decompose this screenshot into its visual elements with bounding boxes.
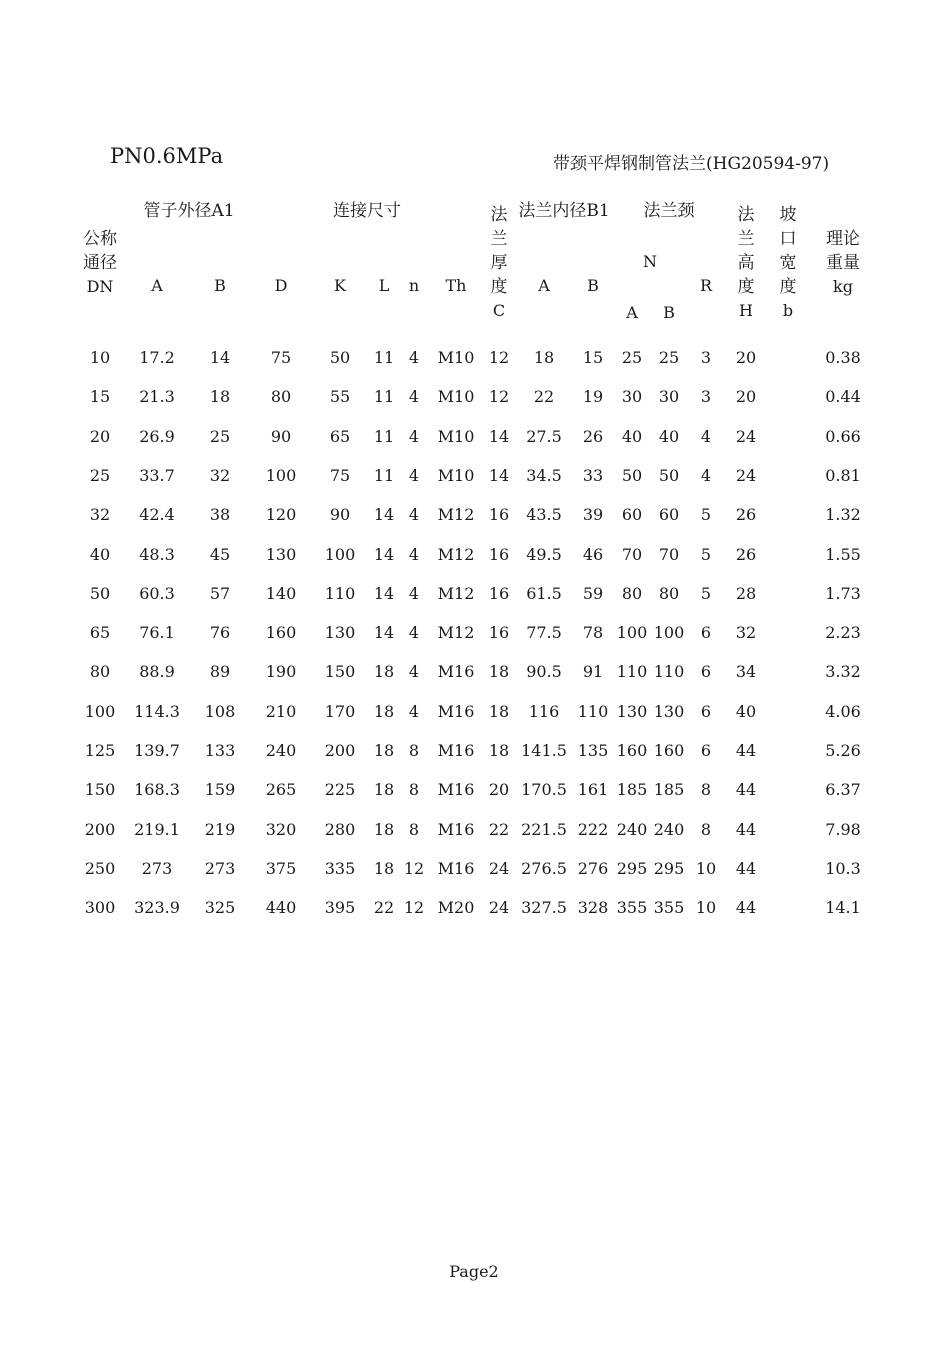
cell-pipe-b: 273 — [204, 858, 236, 878]
cell-c: 16 — [488, 544, 510, 564]
cell-d: 210 — [265, 701, 297, 721]
cell-bore-a: 170.5 — [521, 780, 567, 800]
cell-th: M10 — [437, 426, 475, 446]
cell-pipe-a: 60.3 — [139, 583, 175, 603]
neck-n-label: N — [643, 252, 657, 271]
cell-th: M16 — [437, 819, 475, 839]
cell-bore-b: 78 — [582, 623, 604, 643]
cell-k: 280 — [324, 819, 356, 839]
cell-r: 3 — [700, 348, 712, 367]
cell-th: M12 — [437, 623, 475, 643]
cell-c: 18 — [488, 741, 510, 760]
cell-c: 18 — [488, 701, 510, 721]
cell-pipe-b: 57 — [209, 583, 231, 603]
cell-neck-b: 70 — [658, 544, 680, 564]
cell-pipe-b: 76 — [209, 623, 231, 643]
cell-neck-a: 160 — [616, 741, 648, 760]
cell-pipe-b: 25 — [209, 426, 231, 446]
cell-neck-a: 40 — [621, 426, 643, 446]
cell-k: 170 — [324, 701, 356, 721]
cell-bore-b: 328 — [577, 898, 609, 918]
cell-neck-a: 110 — [616, 662, 648, 682]
cell-r: 4 — [700, 465, 712, 485]
table-title: 带颈平焊钢制管法兰(HG20594-97) — [553, 154, 830, 174]
page-number: Page2 — [449, 1262, 499, 1281]
cell-pipe-a: 17.2 — [139, 348, 175, 367]
cell-dn: 50 — [89, 583, 111, 603]
cell-weight: 0.66 — [825, 426, 861, 446]
cell-bore-b: 33 — [582, 465, 604, 485]
col-header-pipe-a: A — [151, 276, 163, 295]
cell-d: 190 — [265, 662, 297, 682]
cell-neck-b: 100 — [653, 623, 685, 643]
cell-d: 90 — [270, 426, 292, 446]
cell-neck-a: 130 — [616, 701, 648, 721]
cell-weight: 1.32 — [825, 505, 861, 525]
cell-k: 130 — [324, 623, 356, 643]
cell-bore-a: 77.5 — [526, 623, 562, 643]
cell-bore-a: 61.5 — [526, 583, 562, 603]
cell-th: M20 — [437, 898, 475, 918]
cell-bore-b: 59 — [582, 583, 604, 603]
cell-h: 20 — [735, 348, 757, 367]
cell-l: 18 — [373, 701, 395, 721]
flange-thickness-header: 法 兰 厚 度 C — [490, 205, 508, 320]
cell-bore-b: 276 — [577, 858, 609, 878]
cell-k: 90 — [329, 505, 351, 525]
cell-n: 8 — [408, 819, 420, 839]
cell-neck-a: 50 — [621, 465, 643, 485]
cell-neck-b: 240 — [653, 819, 685, 839]
cell-pipe-a: 48.3 — [139, 544, 175, 564]
cell-l: 11 — [373, 348, 395, 367]
cell-pipe-a: 33.7 — [139, 465, 175, 485]
cell-c: 22 — [488, 819, 510, 839]
cell-bore-a: 22 — [533, 387, 555, 407]
cell-th: M16 — [437, 741, 475, 760]
cell-l: 18 — [373, 662, 395, 682]
cell-n: 4 — [408, 465, 420, 485]
cell-r: 6 — [700, 741, 712, 760]
cell-dn: 300 — [84, 898, 116, 918]
cell-r: 5 — [700, 505, 712, 525]
cell-weight: 4.06 — [825, 701, 861, 721]
cell-h: 44 — [735, 858, 757, 878]
cell-n: 4 — [408, 583, 420, 603]
cell-th: M16 — [437, 780, 475, 800]
cell-n: 12 — [403, 858, 425, 878]
cell-c: 14 — [488, 465, 510, 485]
cell-l: 18 — [373, 780, 395, 800]
cell-bore-b: 91 — [582, 662, 604, 682]
cell-d: 375 — [265, 858, 297, 878]
cell-weight: 2.23 — [825, 623, 861, 643]
cell-h: 44 — [735, 780, 757, 800]
cell-l: 22 — [373, 898, 395, 918]
cell-neck-a: 100 — [616, 623, 648, 643]
cell-dn: 20 — [89, 426, 111, 446]
cell-bore-a: 221.5 — [521, 819, 567, 839]
cell-c: 16 — [488, 505, 510, 525]
cell-dn: 150 — [84, 780, 116, 800]
pipe-od-group-header: 管子外径A1 — [143, 201, 235, 221]
neck-group-header: 法兰颈 — [643, 201, 695, 221]
cell-weight: 1.55 — [825, 544, 861, 564]
cell-pipe-b: 45 — [209, 544, 231, 564]
cell-k: 100 — [324, 544, 356, 564]
col-header-th: Th — [445, 276, 467, 295]
cell-dn: 25 — [89, 465, 111, 485]
cell-d: 320 — [265, 819, 297, 839]
cell-th: M10 — [437, 348, 475, 367]
cell-k: 335 — [324, 858, 356, 878]
cell-k: 65 — [329, 426, 351, 446]
cell-r: 8 — [700, 780, 712, 800]
cell-r: 5 — [700, 544, 712, 564]
cell-l: 14 — [373, 583, 395, 603]
cell-d: 440 — [265, 898, 297, 918]
cell-pipe-a: 76.1 — [139, 623, 175, 643]
cell-k: 50 — [329, 348, 351, 367]
cell-h: 34 — [735, 662, 757, 682]
cell-bore-a: 43.5 — [526, 505, 562, 525]
cell-bore-a: 49.5 — [526, 544, 562, 564]
cell-h: 26 — [735, 505, 757, 525]
cell-weight: 6.37 — [825, 780, 861, 800]
cell-neck-b: 80 — [658, 583, 680, 603]
cell-n: 12 — [403, 898, 425, 918]
cell-th: M16 — [437, 858, 475, 878]
cell-th: M16 — [437, 662, 475, 682]
cell-neck-b: 30 — [658, 387, 680, 407]
cell-th: M10 — [437, 465, 475, 485]
cell-bore-a: 90.5 — [526, 662, 562, 682]
cell-neck-a: 240 — [616, 819, 648, 839]
cell-n: 4 — [408, 623, 420, 643]
cell-neck-a: 60 — [621, 505, 643, 525]
cell-bore-a: 116 — [528, 701, 560, 721]
cell-bore-b: 110 — [577, 701, 609, 721]
cell-d: 120 — [265, 505, 297, 525]
cell-h: 44 — [735, 898, 757, 918]
cell-c: 24 — [488, 858, 510, 878]
cell-pipe-a: 42.4 — [139, 505, 175, 525]
cell-n: 8 — [408, 741, 420, 760]
col-header-l: L — [378, 276, 390, 295]
cell-r: 10 — [695, 858, 717, 878]
cell-neck-b: 355 — [653, 898, 685, 918]
cell-weight: 0.38 — [825, 348, 861, 367]
cell-bore-b: 39 — [582, 505, 604, 525]
cell-pipe-b: 108 — [204, 701, 236, 721]
cell-pipe-b: 14 — [209, 348, 231, 367]
cell-th: M12 — [437, 544, 475, 564]
cell-h: 20 — [735, 387, 757, 407]
cell-weight: 7.98 — [825, 819, 861, 839]
cell-pipe-b: 219 — [204, 819, 236, 839]
cell-bore-a: 141.5 — [521, 741, 567, 760]
cell-l: 14 — [373, 623, 395, 643]
cell-neck-b: 295 — [653, 858, 685, 878]
cell-neck-a: 30 — [621, 387, 643, 407]
col-header-r: R — [699, 276, 713, 295]
cell-d: 130 — [265, 544, 297, 564]
cell-pipe-b: 325 — [204, 898, 236, 918]
cell-l: 18 — [373, 741, 395, 760]
cell-d: 160 — [265, 623, 297, 643]
cell-l: 14 — [373, 505, 395, 525]
nominal-header: 公称 通径 DN — [83, 229, 117, 296]
cell-pipe-b: 159 — [204, 780, 236, 800]
cell-dn: 32 — [89, 505, 111, 525]
cell-bore-b: 15 — [582, 348, 604, 367]
cell-c: 14 — [488, 426, 510, 446]
cell-k: 55 — [329, 387, 351, 407]
cell-bore-a: 34.5 — [526, 465, 562, 485]
cell-neck-b: 50 — [658, 465, 680, 485]
cell-r: 4 — [700, 426, 712, 446]
cell-neck-b: 130 — [653, 701, 685, 721]
cell-pipe-a: 323.9 — [134, 898, 180, 918]
cell-th: M10 — [437, 387, 475, 407]
cell-c: 12 — [488, 348, 510, 367]
col-header-bore-a: A — [538, 276, 550, 295]
cell-bore-a: 276.5 — [521, 858, 567, 878]
cell-bore-a: 27.5 — [526, 426, 562, 446]
cell-neck-b: 25 — [658, 348, 680, 367]
cell-h: 44 — [735, 819, 757, 839]
cell-weight: 5.26 — [825, 741, 861, 760]
cell-pipe-a: 139.7 — [134, 741, 180, 760]
cell-h: 32 — [735, 623, 757, 643]
col-header-bore-b: B — [587, 276, 599, 295]
cell-r: 5 — [700, 583, 712, 603]
cell-neck-a: 70 — [621, 544, 643, 564]
cell-th: M16 — [437, 701, 475, 721]
cell-r: 3 — [700, 387, 712, 407]
cell-pipe-b: 38 — [209, 505, 231, 525]
cell-c: 12 — [488, 387, 510, 407]
cell-pipe-a: 219.1 — [134, 819, 180, 839]
cell-weight: 0.44 — [825, 387, 861, 407]
cell-d: 240 — [265, 741, 297, 760]
flange-height-header: 法 兰 高 度 H — [737, 205, 755, 320]
bore-group-header: 法兰内径B1 — [518, 201, 610, 221]
cell-d: 80 — [270, 387, 292, 407]
cell-l: 11 — [373, 387, 395, 407]
cell-dn: 250 — [84, 858, 116, 878]
cell-bore-b: 135 — [577, 741, 609, 760]
cell-neck-b: 185 — [653, 780, 685, 800]
cell-pipe-a: 21.3 — [139, 387, 175, 407]
cell-k: 75 — [329, 465, 351, 485]
cell-l: 18 — [373, 858, 395, 878]
cell-th: M12 — [437, 505, 475, 525]
cell-pipe-a: 273 — [141, 858, 173, 878]
cell-dn: 40 — [89, 544, 111, 564]
cell-n: 4 — [408, 505, 420, 525]
cell-r: 6 — [700, 701, 712, 721]
cell-d: 140 — [265, 583, 297, 603]
cell-weight: 1.73 — [825, 583, 861, 603]
cell-n: 4 — [408, 387, 420, 407]
cell-weight: 14.1 — [825, 898, 861, 918]
cell-bore-b: 46 — [582, 544, 604, 564]
cell-dn: 10 — [89, 348, 111, 367]
cell-n: 4 — [408, 701, 420, 721]
cell-n: 4 — [408, 348, 420, 367]
cell-dn: 125 — [84, 741, 116, 760]
cell-pipe-b: 18 — [209, 387, 231, 407]
cell-h: 26 — [735, 544, 757, 564]
cell-pipe-a: 88.9 — [139, 662, 175, 682]
connection-group-header: 连接尺寸 — [333, 201, 401, 221]
cell-n: 4 — [408, 662, 420, 682]
cell-neck-b: 60 — [658, 505, 680, 525]
cell-neck-a: 80 — [621, 583, 643, 603]
col-header-d: D — [274, 276, 288, 295]
cell-d: 100 — [265, 465, 297, 485]
cell-c: 16 — [488, 583, 510, 603]
cell-dn: 15 — [89, 387, 111, 407]
cell-pipe-a: 114.3 — [134, 701, 180, 721]
cell-neck-b: 160 — [653, 741, 685, 760]
cell-bore-b: 161 — [577, 780, 609, 800]
col-header-k: K — [334, 276, 346, 295]
cell-c: 18 — [488, 662, 510, 682]
cell-l: 14 — [373, 544, 395, 564]
cell-c: 20 — [488, 780, 510, 800]
cell-l: 11 — [373, 465, 395, 485]
cell-k: 150 — [324, 662, 356, 682]
cell-pipe-b: 32 — [209, 465, 231, 485]
cell-weight: 0.81 — [825, 465, 861, 485]
cell-bore-b: 26 — [582, 426, 604, 446]
weight-header: 理论 重量 kg — [826, 229, 860, 296]
cell-h: 28 — [735, 583, 757, 603]
cell-neck-b: 40 — [658, 426, 680, 446]
col-header-n: n — [408, 276, 420, 295]
cell-r: 8 — [700, 819, 712, 839]
cell-d: 75 — [270, 348, 292, 367]
cell-bore-a: 18 — [533, 348, 555, 367]
cell-dn: 80 — [89, 662, 111, 682]
cell-dn: 65 — [89, 623, 111, 643]
col-header-pipe-b: B — [214, 276, 226, 295]
cell-h: 24 — [735, 426, 757, 446]
cell-n: 4 — [408, 426, 420, 446]
col-header-neck-b: B — [663, 303, 675, 322]
cell-l: 11 — [373, 426, 395, 446]
cell-bore-b: 222 — [577, 819, 609, 839]
cell-k: 110 — [324, 583, 356, 603]
cell-weight: 10.3 — [825, 858, 861, 878]
cell-pipe-a: 26.9 — [139, 426, 175, 446]
cell-dn: 200 — [84, 819, 116, 839]
cell-neck-a: 295 — [616, 858, 648, 878]
cell-neck-a: 185 — [616, 780, 648, 800]
cell-d: 265 — [265, 780, 297, 800]
cell-weight: 3.32 — [825, 662, 861, 682]
cell-l: 18 — [373, 819, 395, 839]
cell-bore-a: 327.5 — [521, 898, 567, 918]
cell-neck-a: 355 — [616, 898, 648, 918]
cell-h: 44 — [735, 741, 757, 760]
cell-neck-a: 25 — [621, 348, 643, 367]
bevel-width-header: 坡 口 宽 度 b — [779, 205, 797, 320]
col-header-neck-a: A — [626, 303, 638, 322]
cell-r: 6 — [700, 623, 712, 643]
cell-n: 4 — [408, 544, 420, 564]
cell-c: 24 — [488, 898, 510, 918]
cell-neck-b: 110 — [653, 662, 685, 682]
cell-h: 24 — [735, 465, 757, 485]
cell-pipe-b: 89 — [209, 662, 231, 682]
cell-n: 8 — [408, 780, 420, 800]
cell-pipe-b: 133 — [204, 741, 236, 760]
cell-k: 395 — [324, 898, 356, 918]
cell-bore-b: 19 — [582, 387, 604, 407]
cell-k: 225 — [324, 780, 356, 800]
pressure-rating: PN0.6MPa — [110, 144, 224, 168]
cell-k: 200 — [324, 741, 356, 760]
cell-r: 10 — [695, 898, 717, 918]
cell-r: 6 — [700, 662, 712, 682]
cell-th: M12 — [437, 583, 475, 603]
cell-dn: 100 — [84, 701, 116, 721]
cell-c: 16 — [488, 623, 510, 643]
cell-h: 40 — [735, 701, 757, 721]
cell-pipe-a: 168.3 — [134, 780, 180, 800]
